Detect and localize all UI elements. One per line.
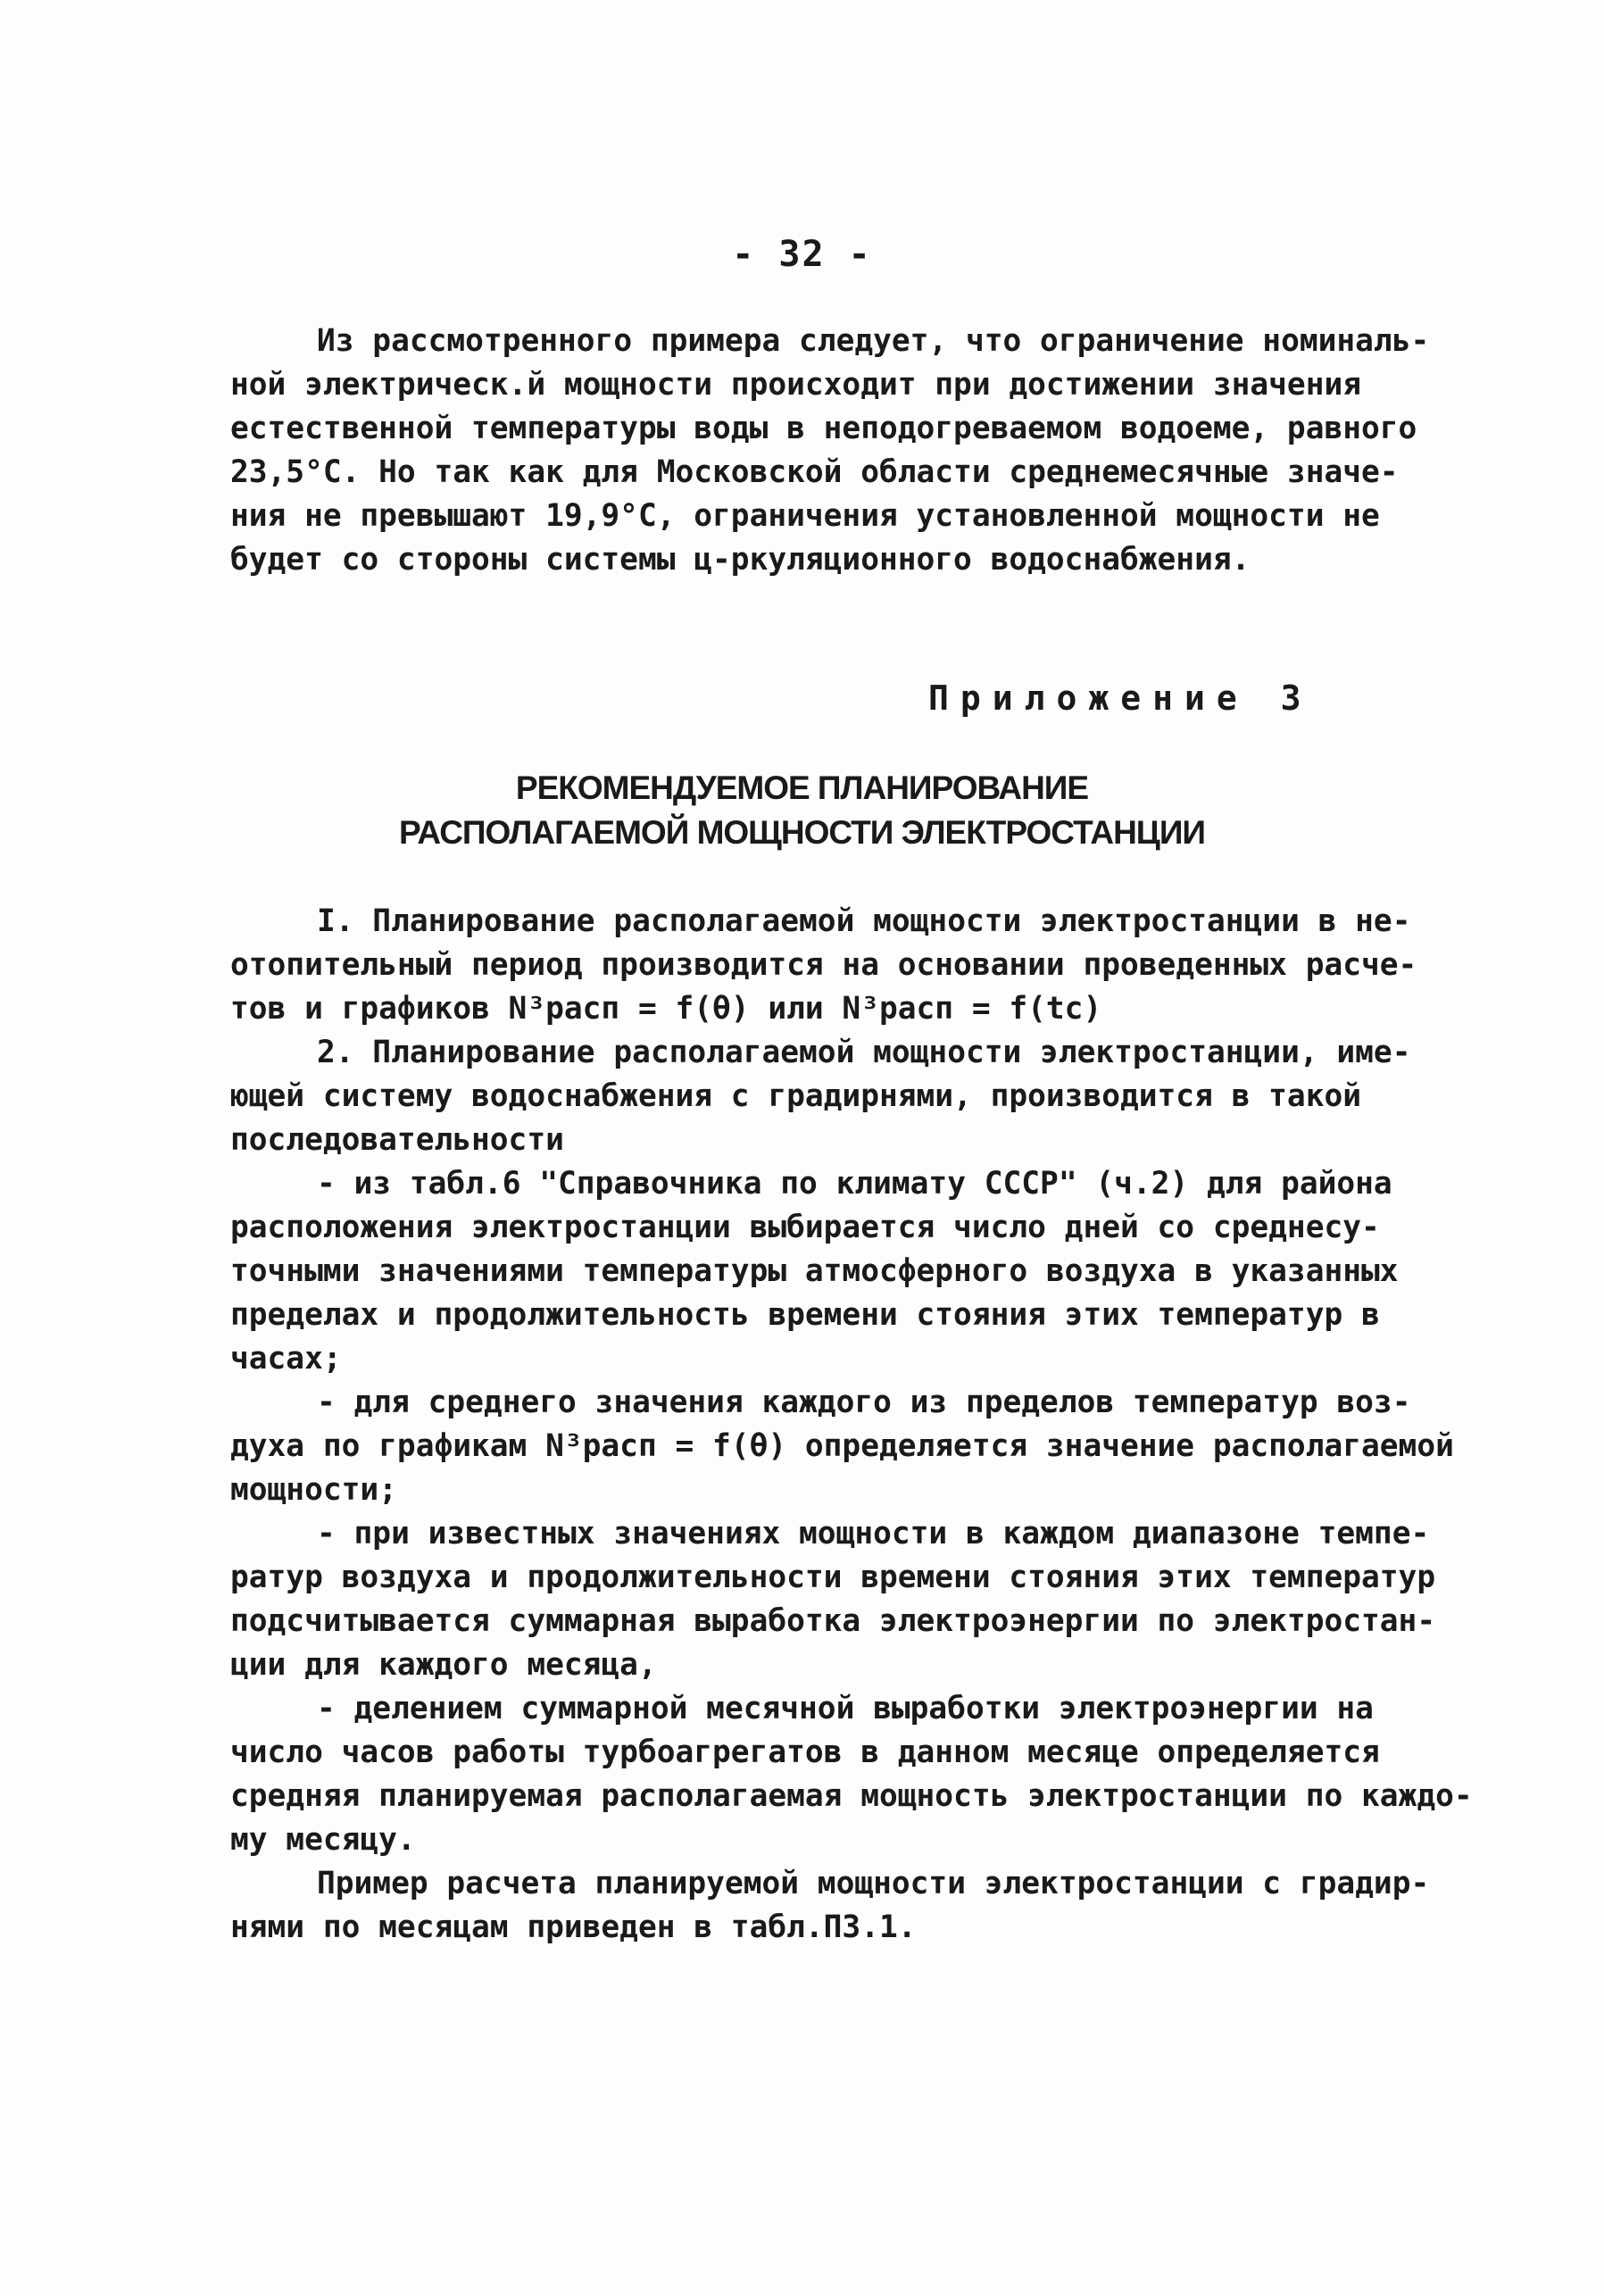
page-number: - 32 - xyxy=(732,234,872,275)
body-line: часах; xyxy=(230,1341,342,1377)
body-line: I. Планирование располагаемой мощности электростанции в не- xyxy=(317,903,1411,939)
body-line: 2. Планирование располагаемой мощности электростанции, име- xyxy=(317,1035,1411,1070)
body-line: средняя планируемая располагаемая мощность электростанции по каждо- xyxy=(230,1778,1473,1814)
body-line: точными значениями температуры атмосферного воздуха в указанных xyxy=(230,1253,1399,1289)
body-line: отопительный период производится на основании проведенных расче- xyxy=(230,947,1417,983)
intro-line: Из рассмотренного примера следует, что ограничение номиналь- xyxy=(317,323,1430,359)
intro-line: ния не превышают 19,9°С, ограничения установленной мощности не xyxy=(230,498,1380,534)
section-title-line-1: РЕКОМЕНДУЕМОЕ ПЛАНИРОВАНИЕ xyxy=(515,769,1089,806)
body-line: - делением суммарной месячной выработки электроэнергии на xyxy=(317,1691,1374,1726)
body-line: Пример расчета планируемой мощности электростанции с градир- xyxy=(317,1866,1430,1901)
body-line: последовательности xyxy=(230,1122,564,1158)
intro-line: 23,5°С. Но так как для Московской области среднемесячные значе- xyxy=(230,454,1399,490)
body-line: нями по месяцам приведен в табл.П3.1. xyxy=(230,1909,917,1945)
body-line: расположения электростанции выбирается число дней со среднесу- xyxy=(230,1210,1380,1245)
body-line: ции для каждого месяца, xyxy=(230,1647,657,1683)
body-line: тов и графиков N³расп = f(θ) или N³расп = f(tс) xyxy=(230,991,1102,1027)
body-line: - из табл.6 "Справочника по климату СССР" (ч.2) для района xyxy=(317,1166,1392,1202)
appendix-label: Приложение 3 xyxy=(928,678,1313,718)
body-line: пределах и продолжительность времени стояния этих температур в xyxy=(230,1297,1380,1333)
body-line: ющей систему водоснабжения с градирнями, производится в такой xyxy=(230,1078,1362,1114)
body-line: му месяцу. xyxy=(230,1822,416,1858)
body-line: духа по графикам N³расп = f(θ) определяется значение располагаемой xyxy=(230,1428,1454,1464)
body-line: - при известных значениях мощности в каждом диапазоне темпе- xyxy=(317,1516,1430,1551)
body-line: подсчитывается суммарная выработка электроэнергии по электростан- xyxy=(230,1603,1436,1639)
section-title-line-2: РАСПОЛАГАЕМОЙ МОЩНОСТИ ЭЛЕКТРОСТАНЦИИ xyxy=(398,814,1206,851)
body-line: - для среднего значения каждого из пределов температур воз- xyxy=(317,1385,1411,1420)
intro-line: будет со стороны системы ц‑ркуляционного водоснабжения. xyxy=(230,542,1251,578)
intro-paragraph xyxy=(230,320,1430,582)
body-text xyxy=(230,900,1473,1950)
body-line: мощности; xyxy=(230,1472,397,1508)
intro-line: ной электрическ.й мощности происходит при достижении значения xyxy=(230,367,1362,403)
body-line: ратур воздуха и продолжительности времени стояния этих температур xyxy=(230,1560,1436,1595)
intro-line: естественной температуры воды в неподогреваемом водоеме, равного xyxy=(230,411,1417,446)
body-line: число часов работы турбоагрегатов в данном месяце определяется xyxy=(230,1734,1380,1770)
